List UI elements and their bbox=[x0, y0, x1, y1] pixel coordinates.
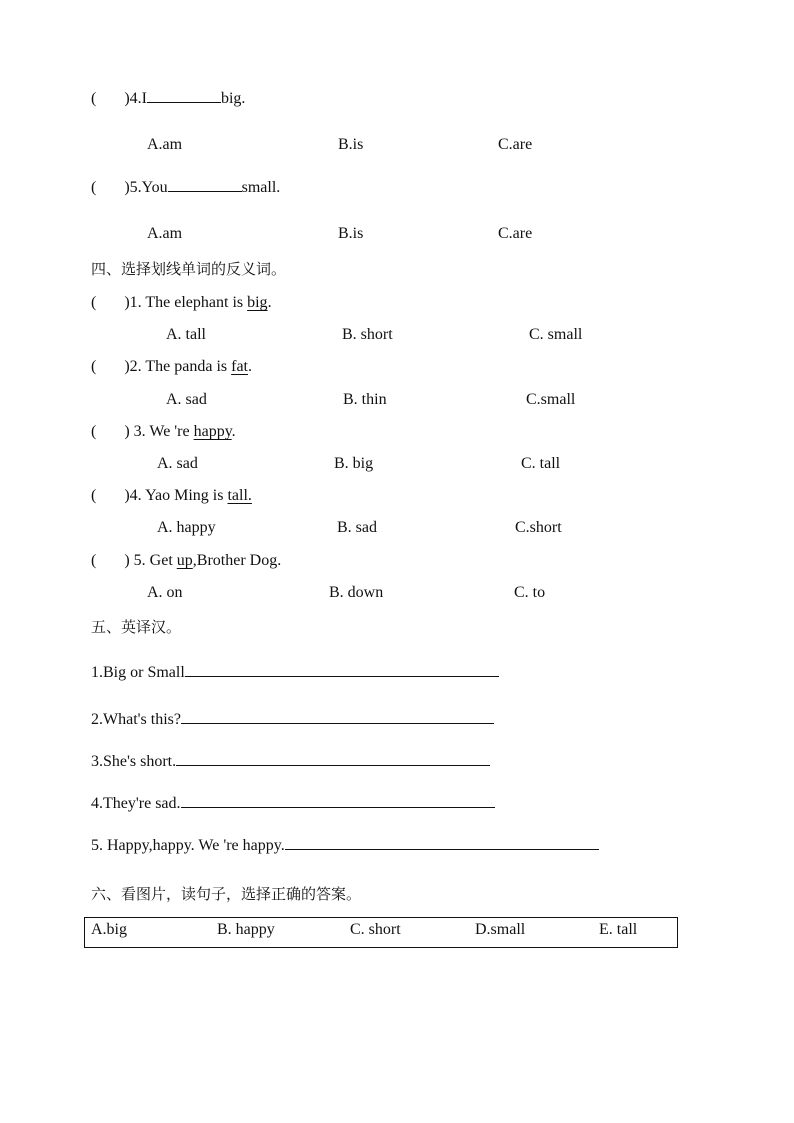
question-4-3 bbox=[91, 423, 236, 441]
question-pre: We 're bbox=[145, 423, 194, 440]
question-3-4 bbox=[91, 88, 245, 108]
option-c[interactable]: C.small bbox=[526, 391, 576, 408]
option-c[interactable]: C. tall bbox=[521, 455, 561, 472]
translation-prompt: 5. Happy,happy. We 're happy. bbox=[91, 837, 285, 854]
word-bank-box bbox=[84, 917, 678, 948]
question-number: 1. bbox=[129, 294, 142, 311]
question-post: . bbox=[267, 294, 272, 311]
translation-item-3 bbox=[91, 751, 490, 771]
word-bank-c: C. short bbox=[350, 921, 401, 938]
question-number: 3. bbox=[129, 423, 146, 440]
option-b[interactable]: B. big bbox=[334, 455, 374, 472]
question-number: 5. bbox=[129, 552, 146, 569]
question-post: ,Brother Dog. bbox=[192, 552, 282, 569]
option-a[interactable]: A. tall bbox=[166, 326, 206, 343]
question-number: 4. bbox=[129, 90, 142, 107]
option-c[interactable]: C. small bbox=[529, 326, 583, 343]
option-b[interactable]: B.is bbox=[338, 225, 364, 242]
answer-blank[interactable] bbox=[168, 177, 242, 192]
option-b[interactable]: B. down bbox=[329, 584, 384, 601]
option-b[interactable]: B. sad bbox=[337, 519, 377, 536]
option-a[interactable]: A. happy bbox=[157, 519, 216, 536]
underlined-word: up bbox=[176, 552, 193, 569]
option-a[interactable]: A.am bbox=[147, 136, 183, 153]
underlined-word: big bbox=[247, 294, 268, 311]
paren-close: ) bbox=[124, 423, 130, 440]
word-bank-b: B. happy bbox=[217, 921, 275, 938]
translation-item-2 bbox=[91, 709, 494, 729]
question-4-2 bbox=[91, 358, 252, 376]
answer-line[interactable] bbox=[185, 662, 499, 677]
paren-close: ) bbox=[124, 294, 130, 311]
question-number: 2. bbox=[129, 358, 142, 375]
paren-close: ) bbox=[124, 358, 130, 375]
paren-open: ( bbox=[91, 358, 97, 375]
section-5-title: 五、英译汉。 bbox=[91, 618, 182, 636]
option-c[interactable]: C. to bbox=[514, 584, 546, 601]
paren-open: ( bbox=[91, 487, 97, 504]
paren-open: ( bbox=[91, 179, 97, 196]
paren-open: ( bbox=[91, 423, 97, 440]
paren-open: ( bbox=[91, 294, 97, 311]
answer-line[interactable] bbox=[181, 709, 494, 724]
question-4-5 bbox=[91, 552, 281, 570]
question-number: 5. bbox=[129, 179, 142, 196]
translation-prompt: 2.What's this? bbox=[91, 711, 181, 728]
word-bank-a: A.big bbox=[91, 921, 127, 938]
question-pre: You bbox=[141, 179, 168, 196]
section-4-title: 四、选择划线单词的反义词。 bbox=[91, 260, 287, 278]
option-b[interactable]: B. short bbox=[342, 326, 393, 343]
question-post: . bbox=[248, 358, 252, 375]
paren-close: ) bbox=[124, 552, 130, 569]
underlined-word: tall. bbox=[227, 487, 252, 504]
answer-line[interactable] bbox=[176, 751, 490, 766]
word-bank-e: E. tall bbox=[599, 921, 638, 938]
question-pre: I bbox=[141, 90, 147, 107]
option-a[interactable]: A. sad bbox=[157, 455, 198, 472]
underlined-word: happy bbox=[193, 423, 232, 440]
translation-item-5 bbox=[91, 835, 599, 855]
question-pre: Yao Ming is bbox=[141, 487, 228, 504]
question-4-1 bbox=[91, 294, 272, 312]
option-a[interactable]: A.am bbox=[147, 225, 183, 242]
word-bank-d: D.small bbox=[475, 921, 526, 938]
paren-close: ) bbox=[124, 90, 130, 107]
question-number: 4. bbox=[129, 487, 142, 504]
translation-item-4 bbox=[91, 793, 495, 813]
question-post: big. bbox=[220, 90, 246, 107]
paren-close: ) bbox=[124, 487, 130, 504]
answer-blank[interactable] bbox=[147, 88, 221, 103]
question-pre: The elephant is bbox=[141, 294, 248, 311]
question-post: . bbox=[231, 423, 236, 440]
question-pre: The panda is bbox=[141, 358, 232, 375]
paren-open: ( bbox=[91, 90, 97, 107]
answer-line[interactable] bbox=[285, 835, 599, 850]
question-4-4 bbox=[91, 487, 252, 505]
option-a[interactable]: A. sad bbox=[166, 391, 207, 408]
translation-item-1 bbox=[91, 662, 499, 682]
translation-prompt: 1.Big or Small bbox=[91, 664, 185, 681]
question-post: small. bbox=[241, 179, 281, 196]
translation-prompt: 4.They're sad. bbox=[91, 795, 181, 812]
option-a[interactable]: A. on bbox=[147, 584, 183, 601]
option-c[interactable]: C.are bbox=[498, 136, 533, 153]
answer-line[interactable] bbox=[181, 793, 495, 808]
paren-close: ) bbox=[124, 179, 130, 196]
option-c[interactable]: C.are bbox=[498, 225, 533, 242]
paren-open: ( bbox=[91, 552, 97, 569]
option-b[interactable]: B. thin bbox=[343, 391, 387, 408]
question-3-5 bbox=[91, 177, 280, 197]
option-c[interactable]: C.short bbox=[515, 519, 562, 536]
section-6-title: 六、看图片，读句子，选择正确的答案。 bbox=[91, 885, 362, 903]
underlined-word: fat bbox=[231, 358, 248, 375]
translation-prompt: 3.She's short. bbox=[91, 753, 177, 770]
question-pre: Get bbox=[145, 552, 177, 569]
option-b[interactable]: B.is bbox=[338, 136, 364, 153]
